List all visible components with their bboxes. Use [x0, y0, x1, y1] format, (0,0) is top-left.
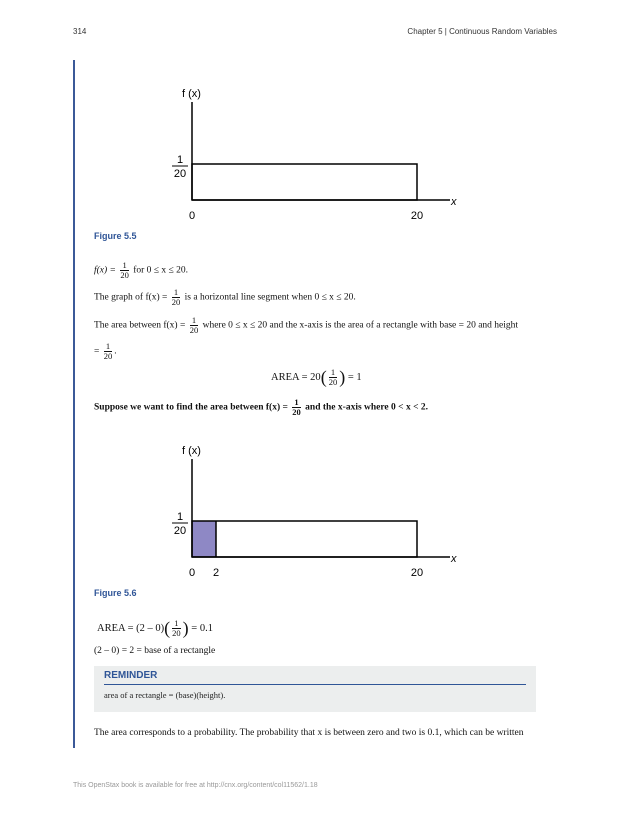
sidebar-rule: [73, 60, 75, 748]
suppose-statement: Suppose we want to find the area between f(x) = $\frac{1}{20}$ and the x-axis where 0 < x < 2.: [94, 397, 428, 417]
y-tick-denominator: 20: [173, 525, 187, 537]
shaded-area: [192, 521, 216, 557]
y-axis-label: f (x): [182, 88, 201, 100]
reminder-title: REMINDER: [104, 670, 158, 681]
y-tick-numerator: 1: [176, 154, 184, 166]
figure-5-5-graph: [160, 82, 480, 230]
figure-5-5-caption: Figure 5.5: [94, 231, 137, 241]
chapter-title: Chapter 5 | Continuous Random Variables: [407, 27, 557, 36]
x-axis-label: x: [451, 553, 457, 565]
figure-5-6-graph: [160, 439, 480, 587]
pdf-definition: f(x) = $\frac{1}{20}$ for 0 ≤ x ≤ 20.: [94, 260, 188, 280]
y-axis-label: f (x): [182, 445, 201, 457]
reminder-body: area of a rectangle = (base)(height).: [104, 690, 226, 700]
page-number: 314: [73, 27, 87, 36]
density-rectangle: [192, 521, 417, 557]
footer-text: This OpenStax book is available for free at http://cnx.org/content/col11562/1.18: [73, 782, 318, 789]
density-rectangle: [192, 164, 417, 200]
x-axis-label: x: [451, 196, 457, 208]
area-equation-1: AREA = 20( $\frac{1}{20}$ ) = 1: [271, 367, 362, 387]
x-tick-2: 2: [212, 567, 220, 579]
x-tick-0: 0: [188, 210, 196, 222]
area-height: = $\frac{1}{20}$ .: [94, 341, 117, 361]
x-tick-0: 0: [188, 567, 196, 579]
area-description: The area between f(x) = $\frac{1}{20}$ where 0 ≤ x ≤ 20 and the x-axis is the area of a rectangle with base = 20 and height: [94, 315, 519, 335]
reminder-rule: [104, 684, 526, 685]
x-tick-20: 20: [410, 210, 424, 222]
area-equation-2: AREA = (2 – 0)( $\frac{1}{20}$ ) = 0.1: [97, 618, 213, 638]
x-tick-20: 20: [410, 567, 424, 579]
reminder-box: [94, 666, 536, 712]
base-of-rectangle: (2 – 0) = 2 = base of a rectangle: [94, 646, 216, 656]
y-tick-numerator: 1: [176, 511, 184, 523]
figure-5-6-caption: Figure 5.6: [94, 588, 137, 598]
y-tick-denominator: 20: [173, 168, 187, 180]
graph-description: The graph of f(x) = $\frac{1}{20}$ is a horizontal line segment when 0 ≤ x ≤ 20.: [94, 287, 356, 307]
probability-paragraph: The area corresponds to a probability. The probability that x is between zero and two is 0.1, which can be written: [94, 728, 524, 738]
